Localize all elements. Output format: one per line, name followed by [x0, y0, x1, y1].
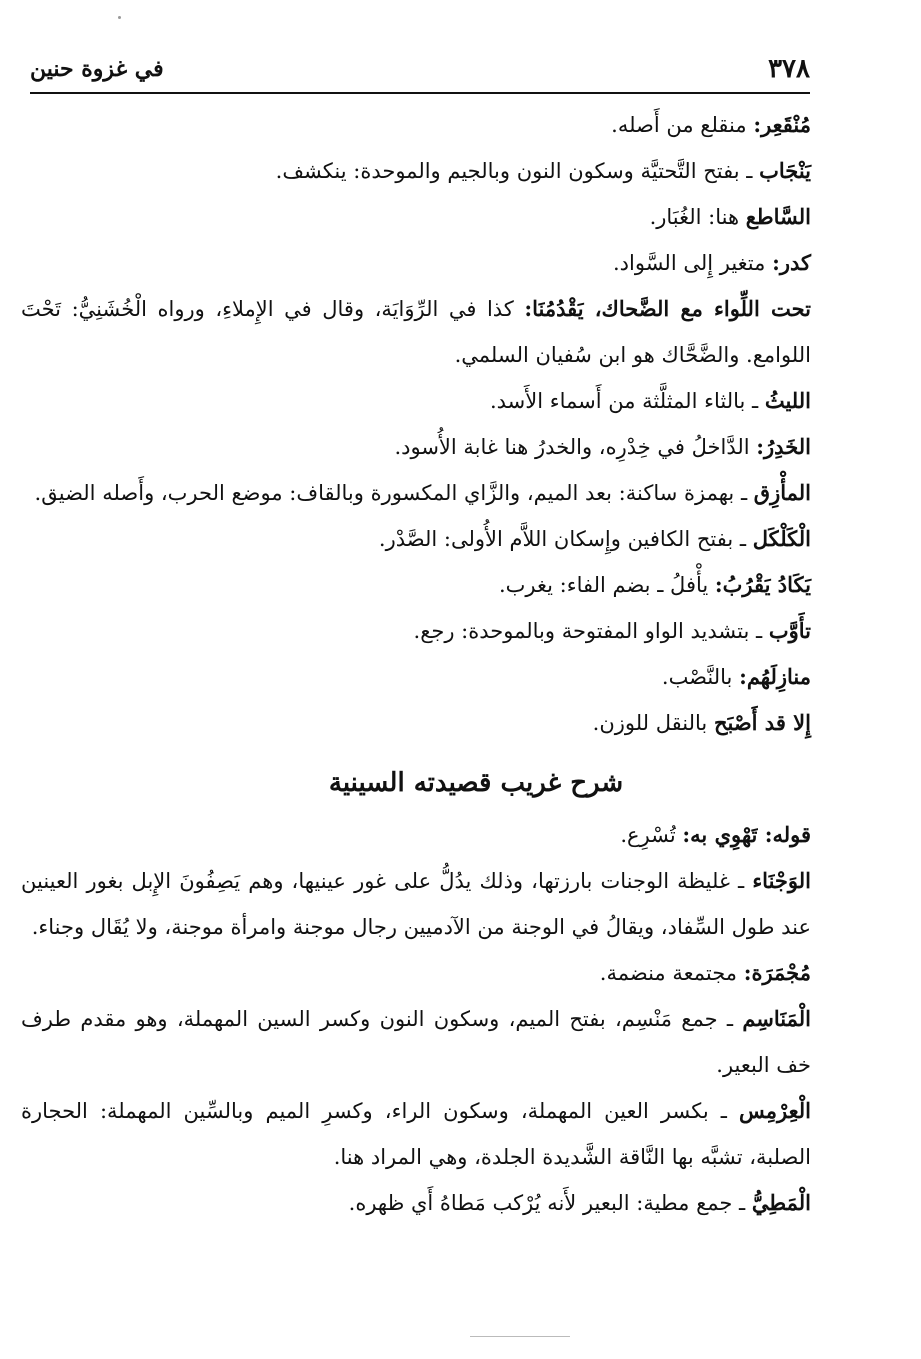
- glossary-entry: [21, 950, 811, 996]
- footer-rule: [470, 1336, 570, 1337]
- entry-definition: كذا في الرِّوَايَة، وقال في الإِملاءِ، ورواه الْخُشَنِيُّ: تَحْتَ اللوامع. والضَّحَّاك هو ابن سُفيان السلمي.: [21, 297, 811, 367]
- running-title: في غزوة حنين: [30, 56, 164, 82]
- entry-definition: ـ جمع مطية: البعير لأَنه يُرْكب مَطاهُ أَي ظهره.: [348, 1191, 752, 1215]
- entry-definition: ـ بفتح التَّحتيَّة وسكون النون وبالجيم والموحدة: ينكشف.: [275, 159, 760, 183]
- entry-definition: بالنقل للوزن.: [592, 711, 714, 735]
- entry-definition: ـ بهمزة ساكنة: بعد الميم، والزَّاي المكسورة وبالقاف: موضع الحرب، وأَصله الضيق.: [34, 481, 754, 505]
- entry-term: مُجْمَرَة:: [743, 960, 811, 985]
- entry-term: تحت اللِّواء مع الضَّحاك، يَقْدُمُنَا:: [524, 296, 811, 321]
- entry-definition: ـ بكسر العين المهملة، وسكون الراء، وكسرِ الميم وبالسِّين المهملة: الحجارة الصلبة، تشبَّه بها النَّاقة الشَّديدة الجلدة، وهي المراد هنا.: [21, 1099, 811, 1169]
- entry-term: المأْزِق: [753, 480, 811, 505]
- entry-definition: يأْفلُ ـ بضم الفاء: يغرب.: [498, 573, 715, 597]
- glossary-entry: [21, 102, 811, 148]
- glossary-entry: [21, 608, 811, 654]
- entry-definition: ـ بتشديد الواو المفتوحة وبالموحدة: رجع.: [413, 619, 769, 643]
- glossary-part-1: [21, 102, 811, 746]
- glossary-entry: [21, 812, 811, 858]
- entry-term: إِلا قد أَصْبَح: [713, 710, 811, 735]
- glossary-entry: [21, 562, 811, 608]
- entry-definition: ـ غليظة الوجنات بارزتها، وذلك يدُلُّ على غور عينيها، وهم يَصِفُونَ الإِبل بغور العينين عند طول السِّفاد، ويقالُ في الوجنة من الآدميين رجال موجنة وامرأة موجنة، ولا يُقَال وجناء.: [21, 869, 811, 939]
- glossary-entry: [21, 378, 811, 424]
- glossary-entry: [21, 470, 811, 516]
- entry-term: الْمَنَاسِم: [742, 1006, 811, 1031]
- entry-term: يَكَادُ يَقْرُبُ:: [714, 572, 811, 597]
- entry-definition: متغير إِلى السَّواد.: [612, 251, 773, 275]
- entry-term: الْمَطِيُّ: [751, 1190, 811, 1215]
- glossary-entry: [21, 286, 811, 378]
- entry-definition: ـ بفتح الكافين وإِسكان اللاَّم الأُولى: الصَّدْر.: [378, 527, 753, 551]
- entry-term: الْعِرْمِس: [739, 1098, 811, 1123]
- page-number: ٣٧٨: [768, 54, 810, 84]
- entry-definition: هنا: الغُبَار.: [649, 205, 746, 229]
- glossary-entry: [21, 700, 811, 746]
- glossary-entry: [21, 1180, 811, 1226]
- entry-definition: الدَّاخلُ في خِدْرِه، والخدرُ هنا غابة الأُسود.: [394, 435, 757, 459]
- entry-definition: منقلع من أَصله.: [611, 113, 754, 137]
- entry-term: مُنْقَعِر:: [753, 112, 811, 137]
- page-body: [21, 102, 811, 1226]
- entry-term: قوله: تَهْوِي به:: [682, 822, 811, 847]
- entry-definition: ـ جمع مَنْسِم، بفتح الميم، وسكون النون وكسر السين المهملة، وهو مقدم طرف خف البعير.: [21, 1007, 811, 1077]
- glossary-entry: [21, 654, 811, 700]
- glossary-entry: [21, 194, 811, 240]
- entry-definition: تُسْرِع.: [620, 823, 683, 847]
- scan-speck: [118, 16, 121, 19]
- section-heading: شرح غريب قصيدته السينية: [328, 768, 624, 798]
- glossary-entry: [21, 240, 811, 286]
- glossary-entry: [21, 1088, 811, 1180]
- entry-term: تأَوَّب: [768, 618, 811, 643]
- entry-term: السَّاطع: [745, 204, 811, 229]
- entry-definition: مجتمعة منضمة.: [599, 961, 744, 985]
- entry-term: يَنْجَاب: [759, 158, 811, 183]
- glossary-entry: [21, 516, 811, 562]
- glossary-entry: [21, 858, 811, 950]
- glossary-part-2: [21, 812, 811, 1226]
- glossary-entry: [21, 424, 811, 470]
- glossary-entry: [21, 996, 811, 1088]
- entry-term: الْكَلْكَل: [752, 526, 811, 551]
- entry-term: منازِلَهُم:: [739, 664, 811, 689]
- glossary-entry: [21, 148, 811, 194]
- entry-definition: ـ بالثاء المثلَّثة من أَسماء الأَسد.: [489, 389, 765, 413]
- entry-term: الخَدِرُ:: [756, 434, 811, 459]
- page-header: [30, 52, 810, 94]
- entry-definition: بالنَّصْب.: [661, 665, 740, 689]
- entry-term: الليثُ: [764, 388, 811, 413]
- entry-term: الوَجْنَاء: [752, 868, 811, 893]
- entry-term: كدر:: [772, 250, 811, 275]
